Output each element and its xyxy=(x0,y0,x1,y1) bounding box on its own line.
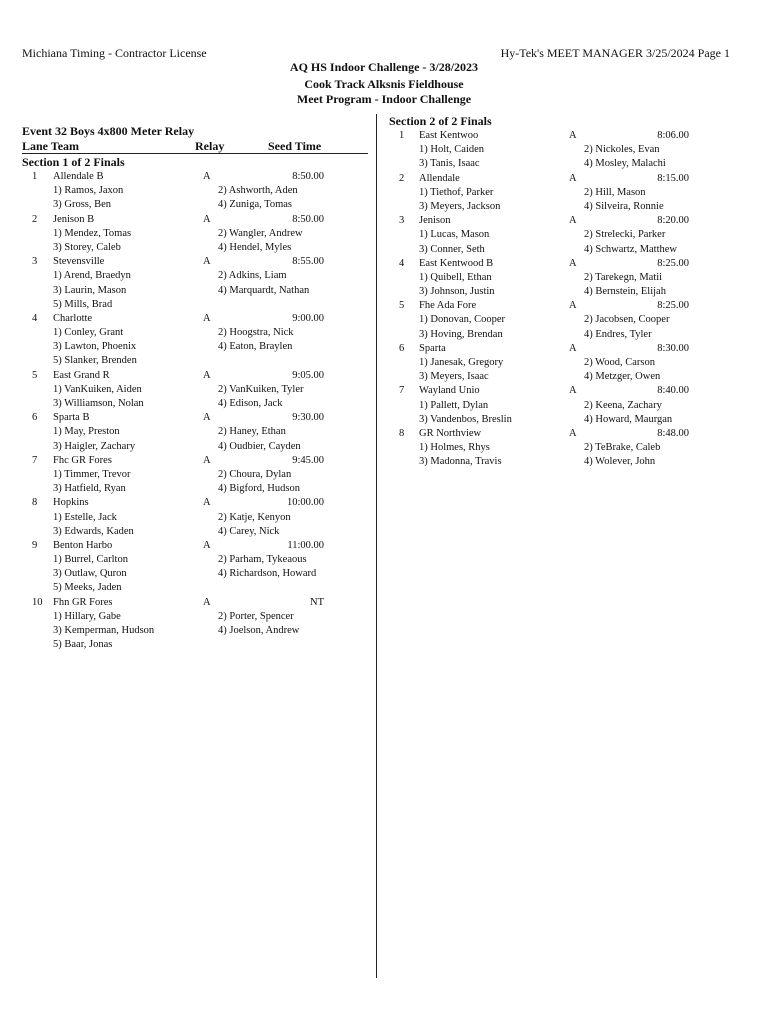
athlete-name: 4) Oudbier, Cayden xyxy=(218,440,301,452)
athlete-name: 2) Hill, Mason xyxy=(584,186,646,198)
athlete-name: 4) Schwartz, Matthew xyxy=(584,243,678,255)
athlete-row xyxy=(22,269,368,283)
athlete-name: 4) Hendel, Myles xyxy=(218,241,292,253)
athlete-name: 4) Joelson, Andrew xyxy=(218,625,300,636)
lane-number: 4 xyxy=(399,257,405,269)
athlete-row xyxy=(22,241,368,255)
entry-header-row xyxy=(389,384,689,398)
athlete-row xyxy=(22,184,368,198)
athlete-name: 2) Nickoles, Evan xyxy=(584,144,660,156)
athlete-name: 4) Metzger, Owen xyxy=(584,371,661,383)
entry-header-row xyxy=(389,129,689,143)
relay-entry xyxy=(22,454,368,497)
athlete-name: 1) Janesak, Gregory xyxy=(419,357,504,368)
seed-time: 9:30.00 xyxy=(292,412,324,424)
athlete-row xyxy=(389,228,689,242)
team-name: Fhe Ada Fore xyxy=(419,300,477,312)
seed-time: 8:50.00 xyxy=(292,171,324,182)
seed-time: 8:40.00 xyxy=(657,385,689,397)
lane-number: 5 xyxy=(399,300,405,312)
section-2-title: Section 2 of 2 Finals xyxy=(389,114,492,128)
team-name: Fhn GR Fores xyxy=(53,596,113,608)
relay-entry xyxy=(22,213,368,256)
athlete-name: 1) Pallett, Dylan xyxy=(419,399,489,411)
athlete-name: 4) Mosley, Malachi xyxy=(584,158,666,170)
lane-number: 9 xyxy=(32,539,38,551)
athlete-name: 5) Meeks, Jaden xyxy=(53,582,122,594)
athlete-name: 3) Laurin, Mason xyxy=(53,284,127,296)
relay-entry xyxy=(389,257,689,300)
athlete-row xyxy=(389,399,689,413)
athlete-name: 3) Madonna, Travis xyxy=(419,456,502,468)
athlete-name: 4) Endres, Tyler xyxy=(584,328,652,340)
relay-entry xyxy=(389,299,689,342)
section-1-entries xyxy=(22,170,368,652)
seed-time: 9:45.00 xyxy=(292,454,324,466)
relay-letter: A xyxy=(203,596,211,608)
athlete-row xyxy=(389,413,689,427)
athlete-name: 2) Tarekegn, Matii xyxy=(584,271,663,283)
entry-header-row xyxy=(22,170,368,184)
athlete-name: 1) Quibell, Ethan xyxy=(419,271,492,283)
athlete-name: 2) Wood, Carson xyxy=(584,357,655,368)
athlete-name: 3) Johnson, Justin xyxy=(419,286,495,298)
relay-letter: A xyxy=(569,427,577,439)
athlete-name: 2) Adkins, Liam xyxy=(218,270,287,282)
seed-time: 8:50.00 xyxy=(292,213,324,225)
seed-time: 8:30.00 xyxy=(657,342,689,354)
relay-letter: A xyxy=(203,171,211,182)
software-header: Hy-Tek's MEET MANAGER 3/25/2024 Page 1 xyxy=(500,46,730,60)
athlete-name: 3) Kemperman, Hudson xyxy=(53,625,155,636)
relay-entry xyxy=(22,596,368,653)
lane-number: 7 xyxy=(32,454,38,466)
seed-time: 8:25.00 xyxy=(657,257,689,269)
entry-header-row xyxy=(22,369,368,383)
section-1-title: Section 1 of 2 Finals xyxy=(22,155,125,169)
relay-header: Relay xyxy=(195,139,225,153)
athlete-name: 1) Holmes, Rhys xyxy=(419,442,490,454)
athlete-name: 3) Vandenbos, Breslin xyxy=(419,413,512,425)
athlete-row xyxy=(22,397,368,411)
entry-header-row xyxy=(22,312,368,326)
team-name: Sparta xyxy=(419,342,446,354)
athlete-row xyxy=(22,567,368,581)
athlete-name: 4) Carey, Nick xyxy=(218,525,280,537)
athlete-name: 4) Richardson, Howard xyxy=(218,568,317,580)
athlete-name: 3) Lawton, Phoenix xyxy=(53,341,137,353)
athlete-name: 3) Williamson, Nolan xyxy=(53,398,144,409)
athlete-row xyxy=(22,326,368,340)
athlete-name: 1) Arend, Braedyn xyxy=(53,270,131,282)
lane-number: 8 xyxy=(32,497,38,509)
athlete-name: 1) Tiethof, Parker xyxy=(419,186,494,198)
team-name: Jenison B xyxy=(53,213,95,225)
athlete-row xyxy=(22,624,368,638)
team-name: GR Northview xyxy=(419,427,482,439)
athlete-name: 2) Ashworth, Aden xyxy=(218,185,298,197)
athlete-row xyxy=(389,271,689,285)
relay-letter: A xyxy=(203,497,211,509)
entry-header-row xyxy=(389,257,689,271)
athlete-name: 2) Porter, Spencer xyxy=(218,610,294,622)
athlete-name: 3) Hoving, Brendan xyxy=(419,328,503,340)
seed-time: 11:00.00 xyxy=(287,539,324,551)
seed-time: 8:15.00 xyxy=(657,172,689,184)
entry-header-row xyxy=(22,213,368,227)
lane-number: 6 xyxy=(399,342,405,354)
athlete-name: 2) Keena, Zachary xyxy=(584,399,662,411)
relay-letter: A xyxy=(569,172,577,184)
athlete-name: 2) Choura, Dylan xyxy=(218,468,292,480)
athlete-row xyxy=(22,482,368,496)
athlete-row xyxy=(22,284,368,298)
athlete-name: 1) Burrel, Carlton xyxy=(53,554,128,566)
entry-header-row xyxy=(22,411,368,425)
athlete-name: 1) Holt, Caiden xyxy=(419,144,485,156)
athlete-name: 1) Donovan, Cooper xyxy=(419,314,506,326)
athlete-name: 3) Hatfield, Ryan xyxy=(53,483,126,495)
athlete-name: 1) Estelle, Jack xyxy=(53,511,117,523)
lane-number: 3 xyxy=(32,256,38,268)
relay-entry xyxy=(389,172,689,215)
relay-letter: A xyxy=(569,385,577,397)
athlete-row xyxy=(389,313,689,327)
lane-team-header: Lane Team xyxy=(22,139,80,153)
athlete-name: 3) Storey, Caleb xyxy=(53,241,121,253)
athlete-row xyxy=(389,200,689,214)
athlete-name: 5) Baar, Jonas xyxy=(53,639,113,651)
athlete-name: 4) Marquardt, Nathan xyxy=(218,284,310,296)
lane-number: 2 xyxy=(399,172,405,184)
relay-entry xyxy=(22,170,368,213)
athlete-name: 4) Zuniga, Tomas xyxy=(218,199,293,211)
athlete-row xyxy=(389,243,689,257)
athlete-name: 4) Howard, Maurgan xyxy=(584,413,673,425)
team-name: Sparta B xyxy=(53,412,90,424)
right-column xyxy=(389,113,689,470)
lane-number: 1 xyxy=(399,130,405,141)
athlete-row xyxy=(22,553,368,567)
relay-entry xyxy=(22,369,368,412)
seed-time: 8:06.00 xyxy=(657,130,689,141)
athlete-name: 2) VanKuiken, Tyler xyxy=(218,383,304,395)
event-title: Event 32 Boys 4x800 Meter Relay xyxy=(22,124,195,138)
seed-time: 8:48.00 xyxy=(657,427,689,439)
athlete-name: 3) Meyers, Isaac xyxy=(419,371,489,383)
athlete-name: 2) Katje, Kenyon xyxy=(218,511,291,523)
athlete-name: 3) Edwards, Kaden xyxy=(53,525,134,537)
athlete-row xyxy=(389,285,689,299)
athlete-name: 5) Mills, Brad xyxy=(53,298,113,310)
team-name: Stevensville xyxy=(53,256,105,268)
relay-entry xyxy=(389,384,689,427)
athlete-name: 2) Wangler, Andrew xyxy=(218,227,303,239)
team-name: Jenison xyxy=(419,215,451,227)
seed-time: 8:25.00 xyxy=(657,300,689,312)
athlete-name: 1) May, Preston xyxy=(53,426,120,438)
relay-letter: A xyxy=(203,256,211,268)
team-name: Charlotte xyxy=(53,312,93,324)
athlete-name: 4) Bigford, Hudson xyxy=(218,483,300,495)
relay-entry xyxy=(389,129,689,172)
athlete-name: 2) Haney, Ethan xyxy=(218,426,286,438)
athlete-name: 2) Parham, Tykeaous xyxy=(218,554,307,566)
athlete-row xyxy=(389,328,689,342)
athlete-name: 2) Strelecki, Parker xyxy=(584,229,666,241)
athlete-row xyxy=(389,356,689,370)
relay-letter: A xyxy=(569,215,577,227)
lane-number: 10 xyxy=(32,596,43,608)
athlete-row xyxy=(22,468,368,482)
athlete-name: 4) Eaton, Braylen xyxy=(218,341,293,353)
relay-letter: A xyxy=(569,300,577,312)
relay-letter: A xyxy=(203,312,211,324)
seed-time: 8:20.00 xyxy=(657,215,689,227)
column-header xyxy=(22,138,368,154)
team-name: Fhc GR Fores xyxy=(53,454,112,466)
athlete-row xyxy=(389,370,689,384)
relay-letter: A xyxy=(203,369,211,381)
athlete-name: 2) TeBrake, Caleb xyxy=(584,442,661,454)
team-name: Hopkins xyxy=(53,497,89,509)
team-name: Allendale xyxy=(419,172,460,184)
lane-number: 6 xyxy=(32,412,38,424)
athlete-row xyxy=(389,157,689,171)
athlete-row xyxy=(389,441,689,455)
athlete-row xyxy=(389,186,689,200)
seed-time-header: Seed Time xyxy=(268,139,322,153)
athlete-row xyxy=(22,610,368,624)
lane-number: 3 xyxy=(399,215,405,227)
athlete-name: 4) Wolever, John xyxy=(584,456,656,468)
team-name: Wayland Unio xyxy=(419,385,480,397)
team-name: East Grand R xyxy=(53,369,110,381)
venue-title: Cook Track Alksnis Fieldhouse xyxy=(304,77,464,91)
entry-header-row xyxy=(389,214,689,228)
relay-letter: A xyxy=(203,412,211,424)
column-divider xyxy=(376,114,377,978)
athlete-name: 1) Ramos, Jaxon xyxy=(53,185,124,197)
entry-header-row xyxy=(389,299,689,313)
athlete-row xyxy=(22,227,368,241)
relay-entry xyxy=(22,411,368,454)
athlete-row xyxy=(22,425,368,439)
athlete-name: 1) Timmer, Trevor xyxy=(53,468,131,480)
relay-entry xyxy=(22,312,368,369)
athlete-name: 3) Outlaw, Quron xyxy=(53,568,127,580)
athlete-row xyxy=(389,143,689,157)
lane-number: 1 xyxy=(32,171,38,182)
athlete-row xyxy=(22,340,368,354)
team-name: East Kentwood B xyxy=(419,257,494,269)
athlete-name: 4) Silveira, Ronnie xyxy=(584,200,664,212)
relay-letter: A xyxy=(203,213,211,225)
athlete-name: 1) VanKuiken, Aiden xyxy=(53,383,142,395)
athlete-name: 3) Gross, Ben xyxy=(53,199,112,211)
seed-time: 9:00.00 xyxy=(292,312,324,324)
athlete-name: 4) Edison, Jack xyxy=(218,398,283,409)
athlete-name: 3) Haigler, Zachary xyxy=(53,440,136,452)
relay-letter: A xyxy=(569,342,577,354)
seed-time: 10:00.00 xyxy=(286,497,324,509)
license-header: Michiana Timing - Contractor License xyxy=(22,46,207,60)
athlete-name: 5) Slanker, Brenden xyxy=(53,355,137,367)
entry-header-row xyxy=(389,172,689,186)
athlete-row xyxy=(22,354,368,368)
athlete-name: 3) Tanis, Isaac xyxy=(419,158,480,170)
entry-header-row xyxy=(22,596,368,610)
entry-header-row xyxy=(389,342,689,356)
seed-time: 9:05.00 xyxy=(292,369,324,381)
seed-time: NT xyxy=(310,596,324,608)
team-name: Allendale B xyxy=(53,171,104,182)
athlete-name: 1) Conley, Grant xyxy=(53,327,124,339)
meet-title: AQ HS Indoor Challenge - 3/28/2023 xyxy=(289,60,479,74)
athlete-row xyxy=(22,511,368,525)
athlete-name: 3) Meyers, Jackson xyxy=(419,200,501,212)
athlete-name: 1) Mendez, Tomas xyxy=(53,227,132,239)
seed-time: 8:55.00 xyxy=(292,256,324,268)
relay-letter: A xyxy=(569,130,577,141)
athlete-name: 3) Conner, Seth xyxy=(419,243,485,255)
athlete-row xyxy=(22,198,368,212)
lane-number: 4 xyxy=(32,312,38,324)
lane-number: 2 xyxy=(32,213,38,225)
relay-letter: A xyxy=(203,454,211,466)
athlete-name: 4) Bernstein, Elijah xyxy=(584,286,666,298)
lane-number: 7 xyxy=(399,385,405,397)
entry-header-row xyxy=(22,454,368,468)
athlete-name: 2) Jacobsen, Cooper xyxy=(584,314,670,326)
entry-header-row xyxy=(389,427,689,441)
lane-number: 5 xyxy=(32,369,38,381)
athlete-row xyxy=(22,638,368,652)
athlete-name: 1) Lucas, Mason xyxy=(419,229,490,241)
lane-number: 8 xyxy=(399,427,405,439)
section-2-entries xyxy=(389,129,689,470)
relay-entry xyxy=(389,427,689,470)
left-column xyxy=(22,124,368,652)
relay-letter: A xyxy=(203,539,211,551)
athlete-row xyxy=(22,440,368,454)
relay-entry xyxy=(22,255,368,312)
athlete-name: 1) Hillary, Gabe xyxy=(53,610,121,622)
entry-header-row xyxy=(22,496,368,510)
athlete-row xyxy=(389,455,689,469)
relay-entry xyxy=(389,342,689,385)
entry-header-row xyxy=(22,255,368,269)
athlete-row xyxy=(22,383,368,397)
team-name: East Kentwoo xyxy=(419,130,479,141)
relay-entry xyxy=(22,496,368,539)
relay-entry xyxy=(389,214,689,257)
athlete-row xyxy=(22,581,368,595)
relay-letter: A xyxy=(569,257,577,269)
athlete-row xyxy=(22,298,368,312)
program-title: Meet Program - Indoor Challenge xyxy=(296,92,472,106)
team-name: Benton Harbo xyxy=(53,539,113,551)
athlete-name: 2) Hoogstra, Nick xyxy=(218,327,294,339)
entry-header-row xyxy=(22,539,368,553)
relay-entry xyxy=(22,539,368,596)
athlete-row xyxy=(22,525,368,539)
